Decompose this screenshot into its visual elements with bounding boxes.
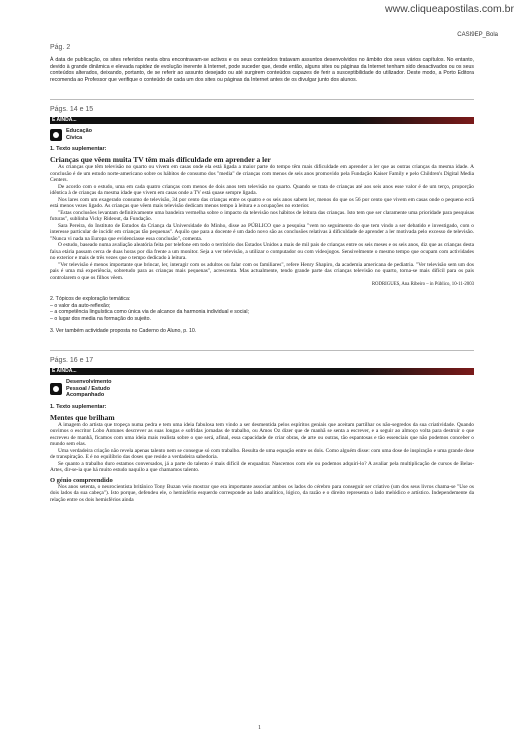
page-number: 1	[258, 725, 261, 731]
article-source: RODRIGUES, Ana Ribeiro – in Público, 10-11-2003	[371, 282, 474, 288]
e-ainda-bar	[50, 117, 474, 124]
paragraph: A imagem do artista que tropeça numa pedra e tem uma ideia fabulosa tem vindo a ser desmentida pelos espíritos geniais que aceitam partilhar os não-segredos da sua criatividade. Quando ouvimos o escritor Lobo Antunes descrever as suas longas e sofridas jornadas de trabalho, ou Amos Oz dizer que de manhã se senta a escrever, e a seguir ao almoço volta para destruir o que escreveu de manhã, ficamos com uma ideia mais realista sobre o que será, afinal, essa capacidade de criar obras, de arte ou outras, tão espantosas e tão essenciais que não podemos conceber o mundo sem elas.	[50, 421, 474, 447]
paragraph: As crianças que têm televisão no quarto ou vivem em casas onde ela está ligada a maior parte do tempo têm mais dificuldade em aprender a ler que as outras crianças da mesma idade. A conclusão é de um estudo norte-americano sobre os hábitos de consumo dos "media" de crianças com menos de seis anos promovido pela Fundação Kaiser Family e pelo Children's Digital Media Centers.	[50, 164, 474, 184]
article-body-2	[50, 484, 474, 504]
topics-block	[50, 296, 474, 322]
article-title: Crianças que vêem muita TV têm mais dificuldade em aprender a ler	[50, 155, 271, 165]
e-ainda-label: E AINDA...	[52, 367, 77, 374]
paragraph: "Estas conclusões levantam definitivamente uma bandeira vermelha sobre o impacto da televisão nos hábitos de leitura das crianças. Isto tem que ser claramente uma prioridade para pesquisas futuras", sublinha Vicky Rideout, da Fundação.	[50, 209, 474, 223]
subheading: O génio compreendido	[50, 476, 113, 484]
page-label-14-15: Págs. 14 e 15	[50, 106, 94, 114]
paragraph: Se quanto a trabalho duro estamos conversados, já a parte do talento é mais difícil de enquadrar. Nascemos com ele ou podemos adquiri-lo? A avaliar pela multiplicação de cursos de Belas-Artes, dir-se-ia que há muito estudo naquilo a que chamamos talento.	[50, 460, 474, 473]
subject-label: Desenvolvimento Pessoal / Estudo Acompanhado	[66, 379, 112, 398]
article-title: Mentes que brilham	[50, 412, 115, 422]
bar-accent	[354, 368, 474, 375]
supplement-heading: 1. Texto suplementar:	[50, 403, 107, 410]
paragraph: Nos lares com um exagerado consumo de televisão, 34 por cento das crianças entre os quatro e os seis anos sabem ler, menos do que os 56 por cento que vivem em casas onde o pequeno ecrã está menos vezes ligado. As crianças que vêem mais televisão dedicam menos tempo à leitura e a ocupações no exterior.	[50, 196, 474, 210]
subject-icon	[50, 383, 62, 395]
watermark: www.cliqueapostilas.com.br	[385, 3, 514, 15]
paragraph: Sara Pereira, do Instituto de Estudos da Criança da Universidade do Minho, disse ao PÚBLICO que a pesquisa "vem no seguimento do que tem vindo a ser debatido e investigado, com o interesse particular de incidir em crianças tão pequenas". Aquilo que para a docente é um dado novo são as conclusões relativas à dificuldade de aprender a ler motivada pelo excesso de televisão. "Nunca vi nada na Europa que evidenciasse essa conclusão", comenta.	[50, 222, 474, 242]
divider	[50, 99, 474, 100]
subject-badge	[50, 128, 474, 141]
topic-item: – o lugar dos media na formação do sujeito.	[50, 315, 151, 322]
article-body	[50, 422, 474, 474]
intro-note: À data de publicação, os sites referidos nesta obra encontravam-se activos e os seus conteúdos tratavam assuntos desenvolvidos no âmbito dos seus vários capítulos. No entanto, devido à grande dinâmica e elevada rapidez de evolução inerente à Internet, pode suceder que, desde então, alguns sites ou páginas da Internet tenham sido desactivados ou os seus conteúdos alterados, deixando, portanto, de se referir ao assunto desejado ou até surgirem conteúdos capazes de ferir a susceptibilidade do utilizador. Deste modo, a Porto Editora recomenda ao Professor que verifique o conteúdo de cada um dos sites ou páginas da Internet antes de os divulgar junto dos alunos.	[50, 57, 474, 83]
subject-badge	[50, 379, 474, 399]
page-label-2: Pág. 2	[50, 44, 71, 51]
activity-note: 3. Ver também actividade proposta no Caderno do Aluno, p. 10.	[50, 328, 197, 334]
topics-heading: 2. Tópicos de exploração temática:	[50, 296, 131, 303]
paragraph: O estudo, baseado numa avaliação aleatória feita por telefone em todo o território dos Estados Unidos a mais de mil pais de crianças entre os seis meses e os seis anos, diz que as crianças desta faixa etária passam cerca de duas horas por dia frente a um monitor. Seja a ver televisão, a utilizar o computador ou com videojogos. Sensivelmente o mesmo tempo que ocupam com actividades no exterior e mais de três vezes que o tempo dedicado à leitura.	[50, 242, 474, 262]
e-ainda-bar	[50, 368, 474, 375]
subject-label: Educação Cívica	[66, 128, 92, 141]
bar-accent	[354, 117, 474, 124]
e-ainda-label: E AINDA...	[52, 116, 77, 123]
page-label-16-17: Págs. 16 e 17	[50, 357, 94, 364]
topic-item: – a competência linguística como única via de alcance da harmonia individual e social;	[50, 309, 249, 316]
paragraph: "Ver televisão é menos importante que brincar, ler, interagir com os adultos ou falar com os familiares", refere Henry Shapiro, da academia americana de pediatria. "Ver televisão sem um dos pais é uma má experiência, sobretudo para as crianças mais pequenas", acrescenta. Mas actualmente, tendo grande parte das crianças televisão no quarto, torna-se mais difícil para os pais controlarem o que os filhos vêem.	[50, 261, 474, 281]
paragraph: De acordo com o estudo, uma em cada quatro crianças com menos de dois anos tem televisão no quarto. Quando se trata de crianças até aos seis anos esse valor é de um terço, proporção idêntica à de crianças da mesma idade que vivem em casas onde a TV está quase sempre ligada.	[50, 183, 474, 197]
topic-item: – o valor da auto-reflexão;	[50, 302, 111, 309]
article-body	[50, 164, 474, 281]
header-code: CASI9EP_Bola	[457, 32, 498, 38]
supplement-heading: 1. Texto suplementar:	[50, 146, 107, 153]
document-page	[50, 44, 474, 503]
subject-icon	[50, 129, 62, 141]
paragraph: Uma verdadeira criação não revela apenas talento nem se consegue só com trabalho. Resulta de uma equação entre os dois. Como alguém disse: com uma dose de inspiração e uma grande dose de transpiração. E é no equilíbrio das doses que reside a verdadeira sabedoria.	[50, 447, 474, 460]
divider	[50, 350, 474, 351]
paragraph: Nos anos setenta, o neurocientista britânico Tony Buzan veio mostrar que era importante associar ambos os lados do cérebro para conseguir ser criativo (um dos seus livros chama-se "Use os dois lados da sua cabeça"). Isto porque, defendeu ele, o hemisfério esquerdo corresponde ao lado analítico, lógico, da razão e o direito representa o lado melódico e artístico. Independemente da relação entre os dois hemisférios ainda	[50, 483, 474, 503]
